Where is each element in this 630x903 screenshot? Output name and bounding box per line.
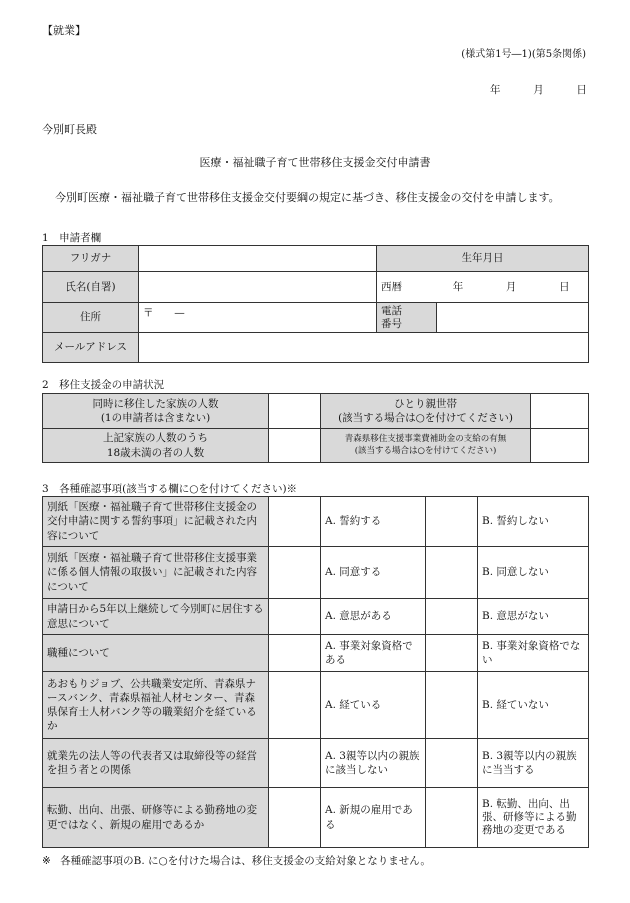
era-label: 西暦: [381, 280, 402, 293]
footnote-text: 各種確認事項のB. に○を付けた場合は、移住支援金の支給対象となりません。: [60, 855, 431, 867]
date-line: [490, 82, 587, 97]
birth-year-label: 年: [452, 280, 464, 293]
address-field[interactable]: [139, 303, 377, 333]
confirm-b-mark-field[interactable]: [426, 635, 478, 672]
confirmation-table: [42, 496, 589, 848]
confirm-option-a: A. 経ている: [321, 672, 426, 739]
confirm-option-a: A. 新規の雇用である: [321, 788, 426, 848]
name-label: 氏名(自署): [43, 272, 139, 303]
family-count-line2: (1の申請者は含まない): [100, 412, 211, 424]
confirm-option-b: B. 3親等以内の親族に当当する: [478, 739, 589, 788]
under18-label: [43, 429, 269, 463]
postal-mark: 〒: [143, 307, 154, 319]
phone-field[interactable]: [437, 303, 589, 333]
footnote: [42, 853, 431, 868]
confirm-option-a: A. 意思がある: [321, 599, 426, 635]
confirm-item: 職種について: [43, 635, 269, 672]
date-year-label: 年: [490, 84, 501, 96]
confirm-a-mark-field[interactable]: [269, 599, 321, 635]
confirm-a-mark-field[interactable]: [269, 788, 321, 848]
phone-label-line2: 番号: [381, 317, 402, 330]
date-month-label: 月: [533, 84, 544, 96]
phone-label-line1: 電話: [381, 304, 402, 317]
section1-heading: 1 申請者欄: [42, 232, 102, 244]
applicant-table: [42, 245, 589, 363]
confirm-option-b: B. 転勤、出向、出張、研修等による勤務地の変更である: [478, 788, 589, 848]
confirm-b-mark-field[interactable]: [426, 547, 478, 599]
confirm-option-a: A. 事業対象資格である: [321, 635, 426, 672]
phone-label: [377, 303, 437, 333]
subsidy-label: [321, 429, 531, 463]
family-count-label: [43, 394, 269, 429]
confirm-b-mark-field[interactable]: [426, 497, 478, 547]
confirm-item: 就業先の法人等の代表者又は取締役等の経営を担う者との関係: [43, 739, 269, 788]
confirm-option-b: B. 意思がない: [478, 599, 589, 635]
confirm-a-mark-field[interactable]: [269, 739, 321, 788]
furigana-field[interactable]: [139, 246, 377, 272]
form-number: (様式第1号―1)(第5条関係): [461, 49, 586, 60]
single-parent-field[interactable]: [531, 394, 589, 429]
document-title: 医療・福祉職子育て世帯移住支援金交付申請書: [199, 156, 431, 169]
subsidy-line2: (該当する場合は○を付けてください): [354, 445, 497, 456]
confirm-b-mark-field[interactable]: [426, 599, 478, 635]
confirm-option-a: A. 3親等以内の親族に該当しない: [321, 739, 426, 788]
confirm-b-mark-field[interactable]: [426, 672, 478, 739]
birth-month-label: 月: [505, 280, 517, 293]
birth-day-label: 日: [559, 280, 570, 293]
under18-line2: 18歳未満の者の人数: [106, 446, 205, 459]
single-parent-label: [321, 394, 531, 429]
confirm-item: 別紙「医療・福祉職子育て世帯移住支援金の交付申請に関する誓約事項」に記載された内容について: [43, 497, 269, 547]
addressee: 今別町長殿: [42, 123, 97, 136]
confirm-item: あおもりジョブ、公共職業安定所、青森県ナースバンク、青森県福祉人材センター、青森県保育士人材バンク等の職業紹介を経ているか: [43, 672, 269, 739]
confirm-a-mark-field[interactable]: [269, 635, 321, 672]
under18-field[interactable]: [269, 429, 321, 463]
name-field[interactable]: [139, 272, 377, 303]
family-count-field[interactable]: [269, 394, 321, 429]
intro-text: 今別町医療・福祉職子育て世帯移住支援金交付要綱の規定に基づき、移住支援金の交付を申請します。: [55, 191, 560, 204]
confirm-option-a: A. 誓約する: [321, 497, 426, 547]
confirm-option-b: B. 経ていない: [478, 672, 589, 739]
section2-heading: 2 移住支援金の申請状況: [42, 379, 165, 391]
under18-line1: 上記家族の人数のうち: [103, 432, 208, 445]
confirm-b-mark-field[interactable]: [426, 739, 478, 788]
single-parent-line2: (該当する場合は○を付けてください): [338, 412, 513, 424]
status-table: [42, 393, 589, 463]
category-tag: 【就業】: [42, 24, 86, 37]
footnote-mark: ※: [42, 855, 51, 867]
birthdate-field[interactable]: [377, 272, 589, 303]
confirm-a-mark-field[interactable]: [269, 672, 321, 739]
email-label: メールアドレス: [43, 333, 139, 363]
address-label: 住所: [43, 303, 139, 333]
subsidy-line1: 青森県移住支援事業費補助金の支給の有無: [344, 434, 507, 445]
furigana-label: フリガナ: [43, 246, 139, 272]
confirm-b-mark-field[interactable]: [426, 788, 478, 848]
confirm-option-b: B. 事業対象資格でない: [478, 635, 589, 672]
confirm-item: 別紙「医療・福祉職子育て世帯移住支援事業に係る個人情報の取扱い」に記載された内容について: [43, 547, 269, 599]
confirm-item: 申請日から5年以上継続して今別町に居住する意思について: [43, 599, 269, 635]
confirm-a-mark-field[interactable]: [269, 547, 321, 599]
confirm-option-a: A. 同意する: [321, 547, 426, 599]
subsidy-field[interactable]: [531, 429, 589, 463]
family-count-line1: 同時に移住した家族の人数: [92, 397, 219, 410]
section3-heading: 3 各種確認事項(該当する欄に○を付けてください)※: [42, 483, 298, 495]
postal-dash: —: [174, 307, 185, 319]
confirm-item: 転勤、出向、出張、研修等による勤務地の変更ではなく、新規の雇用であるか: [43, 788, 269, 848]
confirm-a-mark-field[interactable]: [269, 497, 321, 547]
email-field[interactable]: [139, 333, 589, 363]
single-parent-line1: ひとり親世帯: [394, 397, 457, 410]
confirm-option-b: B. 誓約しない: [478, 497, 589, 547]
confirm-option-b: B. 同意しない: [478, 547, 589, 599]
date-day-label: 日: [576, 84, 587, 96]
birthdate-label: 生年月日: [377, 246, 589, 272]
